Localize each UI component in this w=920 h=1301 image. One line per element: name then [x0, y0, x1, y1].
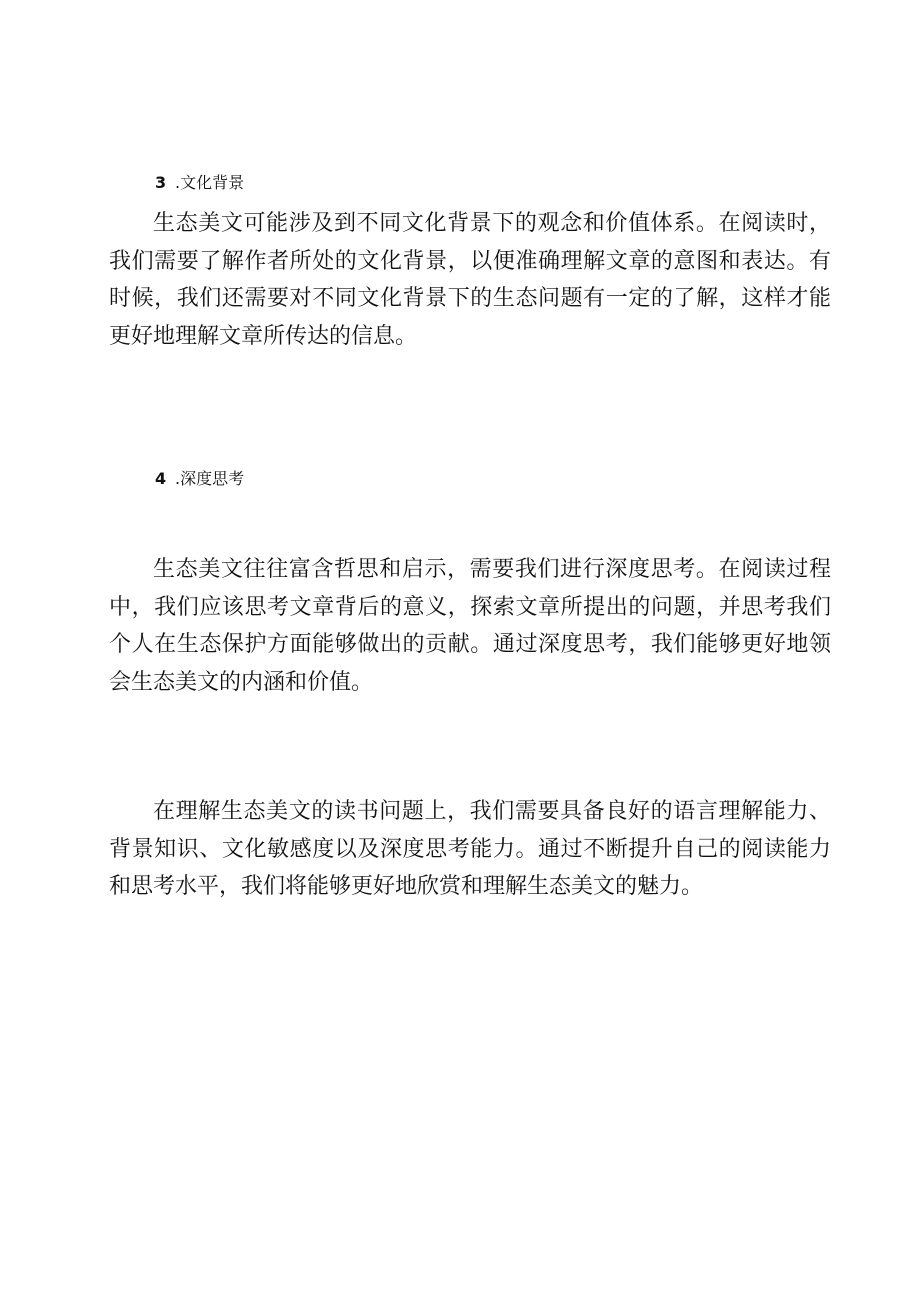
- section-title: .文化背景: [175, 173, 245, 192]
- conclusion-paragraph: 在理解生态美文的读书问题上，我们需要具备良好的语言理解能力、背景知识、文化敏感度以及深度思考能力。通过不断提升自己的阅读能力和思考水平，我们将能够更好地欣赏和理解生态美文的魅力。: [109, 799, 831, 899]
- section-heading-cultural-background: [155, 173, 244, 193]
- section-heading-deep-thinking: [155, 469, 244, 489]
- section-paragraph-deep-thinking: 生态美文往往富含哲思和启示，需要我们进行深度思考。在阅读过程中，我们应该思考文章背后的意义，探索文章所提出的问题，并思考我们个人在生态保护方面能够做出的贡献。通过深度思考，我们能够更好地领会生态美文的内涵和价值。: [109, 557, 831, 695]
- section-number: 3: [155, 173, 167, 192]
- section-paragraph-cultural-background: 生态美文可能涉及到不同文化背景下的观念和价值体系。在阅读时，我们需要了解作者所处的文化背景，以便准确理解文章的意图和表达。有时候，我们还需要对不同文化背景下的生态问题有一定的了解，这样才能更好地理解文章所传达的信息。: [109, 211, 831, 349]
- section-title: .深度思考: [175, 469, 245, 488]
- section-number: 4: [155, 469, 167, 488]
